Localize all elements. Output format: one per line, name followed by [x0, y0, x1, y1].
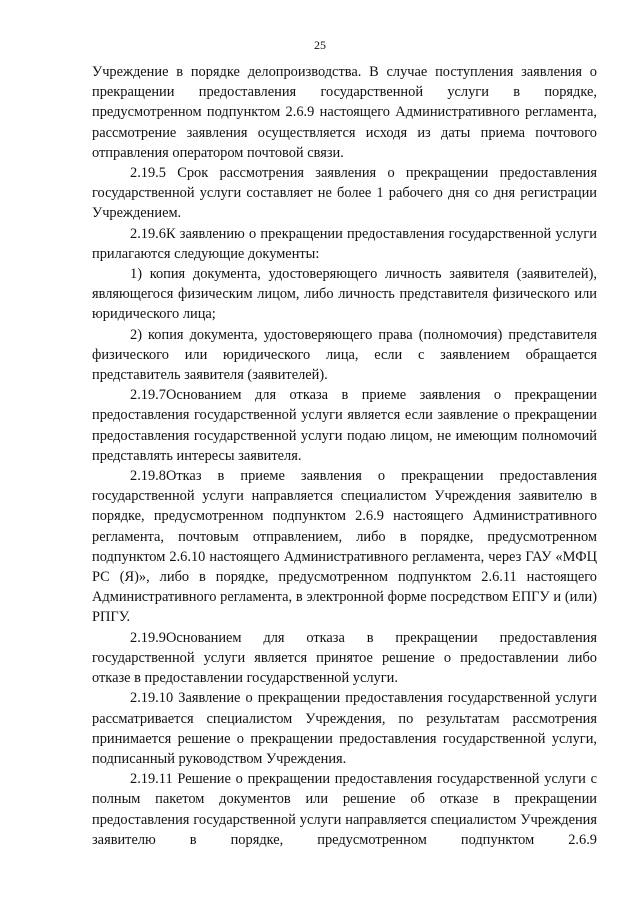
list-item-1: 1) копия документа, удостоверяющего личность заявителя (заявителей), являющегося физическим лицом, либо личность представителя физического или юридического лица;: [92, 266, 597, 323]
paragraph-2-19-7: 2.19.7Основанием для отказа в приеме заявления о прекращении предоставления государственной услуги является если заявление о прекращении предоставления государственной услуги подаю лицом, не имеющим полномочий представлять интересы заявителя.: [92, 387, 597, 464]
paragraph-2-19-6: 2.19.6К заявлению о прекращении предоставления государственной услуги прилагаются следующие документы:: [92, 225, 597, 262]
list-item-2: 2) копия документа, удостоверяющего права (полномочия) представителя физического или юридического лица, если с заявлением обращается представитель заявителя (заявителей).: [92, 326, 597, 384]
page-number: 25: [314, 38, 326, 52]
paragraph-continuation: Учреждение в порядке делопроизводства. В случае поступления заявления о прекращении предоставления государственной услуги в порядке, предусмотренном подпунктом 2.6.9 настоящего Административного регламента, рассмотрение заявления осуществляется исходя из даты приема почтового отправления оператором почтовой связи.: [92, 64, 597, 161]
paragraph-2-19-10: 2.19.10 Заявление о прекращении предоставления государственной услуги рассматривается специалистом Учреждения, по результатам рассмотрения принимается решение о прекращении предоставления государственной услуги, подписанный руководством Учреждения.: [92, 690, 597, 767]
document-body: [92, 62, 597, 850]
paragraph-2-19-5: 2.19.5 Срок рассмотрения заявления о прекращении предоставления государственной услуги составляет не более 1 рабочего дня со дня регистрации Учреждением.: [92, 165, 597, 222]
paragraph-2-19-8: 2.19.8Отказ в приеме заявления о прекращении предоставления государственной услуги направляется специалистом Учреждения заявителю в порядке, предусмотренном подпунктом 2.6.9 настоящего Административного регламента, почтовым отправлением, либо в порядке, предусмотренном подпунктом 2.6.10 настоящего Административного регламента, через ГАУ «МФЦ РС (Я)», либо в порядке, предусмотренном подпунктом 2.6.11 настоящего Административного регламента, в электронной форме посредством ЕПГУ и (или) РПГУ.: [92, 468, 597, 626]
paragraph-2-19-11: 2.19.11 Решение о прекращении предоставления государственной услуги с полным пакетом документов или решение об отказе в прекращении предоставления государственной услуги направляется специалистом Учреждения заявителю в порядке, предусмотренном подпунктом 2.6.9: [92, 771, 597, 848]
paragraph-2-19-9: 2.19.9Основанием для отказа в прекращении предоставления государственной услуги является принятое решение о предоставлении либо отказе в предоставлении государственной услуги.: [92, 629, 597, 687]
